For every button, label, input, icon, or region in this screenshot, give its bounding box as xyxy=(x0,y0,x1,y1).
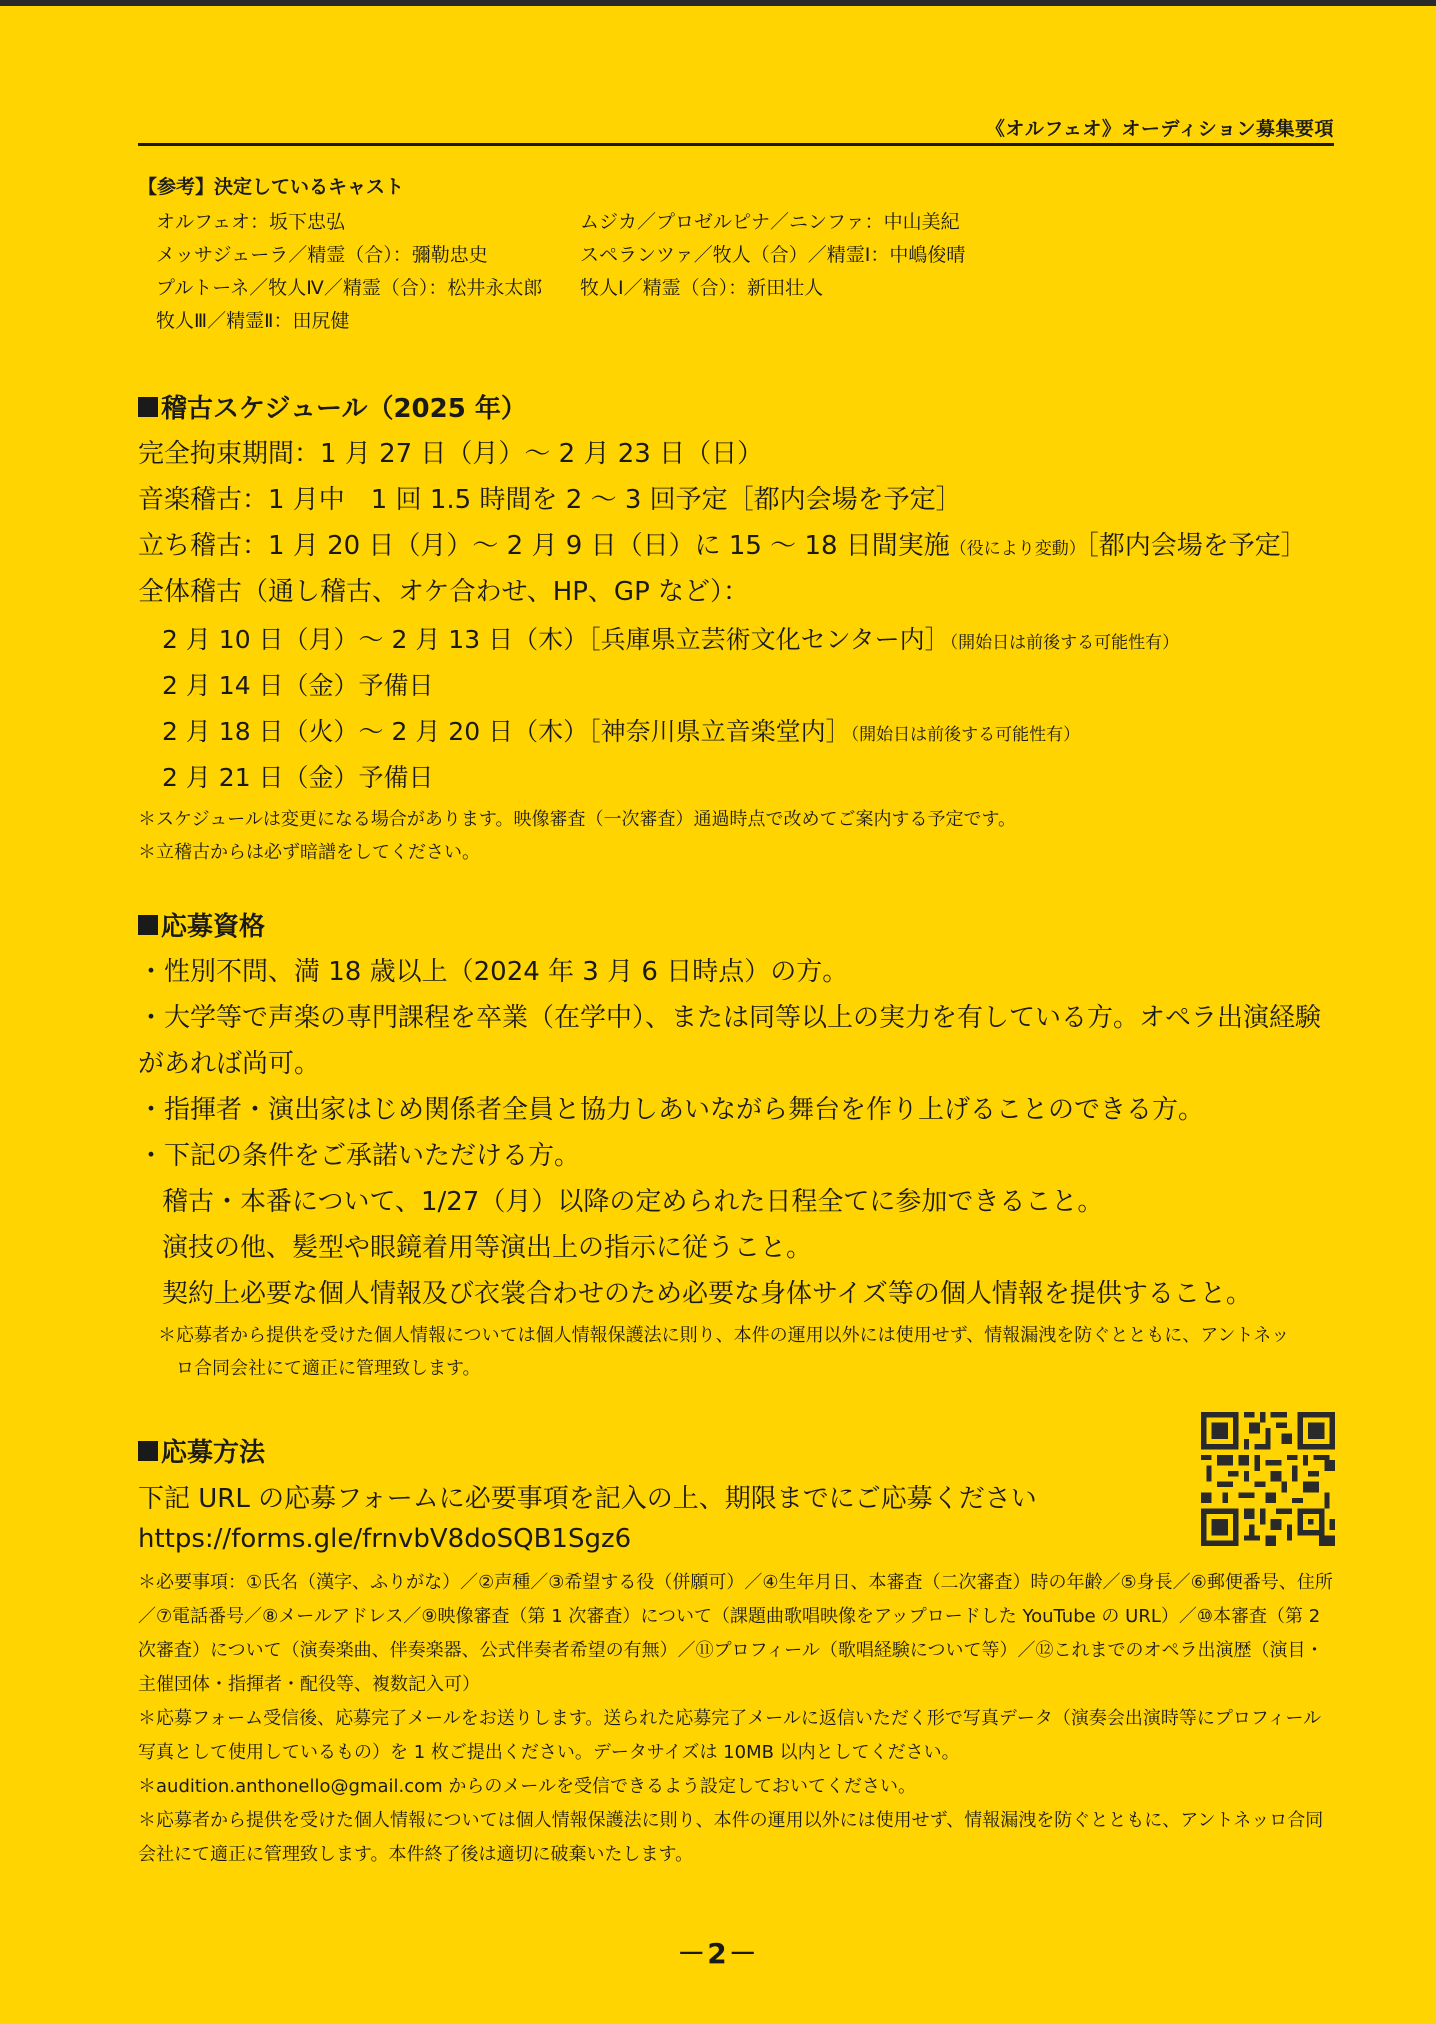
schedule-overall: 全体稽古（通し稽古、オケ合わせ、HP、GP など）： xyxy=(138,577,750,607)
eligibility-condition-2: 演技の他、髪型や眼鏡着用等演出上の指示に従うこと。 xyxy=(162,1233,813,1263)
square-bullet-icon xyxy=(138,1441,158,1461)
eligibility-privacy-note-cont: ロ合同会社にて適正に管理致します。 xyxy=(176,1358,481,1379)
schedule-staging-note: （役により変動） xyxy=(949,539,1086,559)
method-heading xyxy=(138,1432,265,1469)
method-note: ＊応募フォーム受信後、応募完了メールをお送りします。送られた応募完了メールに返信いただく形で写真データ（演奏会出演時等にプロフィール写真として使用しているもの）を 1 枚ご提出ください。データサイズは 10MB 以内としてください。 xyxy=(138,1708,1322,1763)
document-header-title: 《オルフェオ》オーディション募集要項 xyxy=(985,118,1334,140)
method-heading-text: 応募方法 xyxy=(161,1438,266,1468)
schedule-note-2: ＊立稽古からは必ず暗譜をしてください。 xyxy=(138,842,480,863)
square-bullet-icon xyxy=(138,915,158,935)
eligibility-heading xyxy=(138,906,265,943)
cast-item: スペランツァ／牧人（合）／精霊Ⅰ：中嶋俊晴 xyxy=(580,244,966,266)
method-note: ＊必要事項：①氏名（漢字、ふりがな）／②声種／③希望する役（併願可）／④生年月日、本審査（二次審査）時の年齢／⑤身長／⑥郵便番号、住所／⑦電話番号／⑧メールアドレス／⑨映像審査（第 1 次審査）について（課題曲歌唱映像をアップロードした YouTube の URL）／⑩本審査（第 2 次審査）について（演奏楽曲、伴奏楽器、公式伴奏者希望の有無）／⑪プロフィール（歌唱経験について等）／⑫これまでのオペラ出演歴（演目・主催団体・指揮者・配役等、複数記入可） xyxy=(138,1572,1333,1695)
schedule-date-1-note: （開始日は前後する可能性有） xyxy=(949,633,1180,653)
schedule-date-3-note: （開始日は前後する可能性有） xyxy=(850,725,1081,745)
cast-heading: 【参考】決定しているキャスト xyxy=(138,176,405,198)
cast-item: プルトーネ／牧人Ⅳ／精霊（合）：松井永太郎 xyxy=(156,277,543,299)
qr-code-icon[interactable] xyxy=(1201,1412,1335,1546)
schedule-full-period: 完全拘束期間：1 月 27 日（月）～ 2 月 23 日（日） xyxy=(138,439,764,469)
cast-item: ムジカ／プロゼルピナ／ニンファ：中山美紀 xyxy=(580,211,960,233)
schedule-note-1: ＊スケジュールは変更になる場合があります。映像審査（一次審査）通過時点で改めてご案内する予定です。 xyxy=(138,809,1017,830)
eligibility-bullet-4: ・下記の条件をご承諾いただける方。 xyxy=(138,1141,581,1171)
page-number: －2－ xyxy=(677,1937,759,1970)
schedule-staging-main: 立ち稽古：1 月 20 日（月）～ 2 月 9 日（日）に 15 ～ 18 日間実施 xyxy=(138,531,950,561)
schedule-heading xyxy=(138,388,527,425)
eligibility-bullet-2: ・大学等で声楽の専門課程を卒業（在学中）、または同等以上の実力を有している方。オペラ出演経験 xyxy=(138,1003,1322,1033)
schedule-date-3 xyxy=(162,712,1080,748)
cast-item: メッサジェーラ／精霊（合）：彌勒忠史 xyxy=(156,244,488,266)
cast-item: 牧人Ⅰ／精霊（合）：新田壮人 xyxy=(580,277,824,299)
schedule-music: 音楽稽古：1 月中 1 回 1.5 時間を 2 ～ 3 回予定［都内会場を予定］ xyxy=(138,485,962,515)
eligibility-bullet-2-cont: があれば尚可。 xyxy=(138,1049,321,1079)
header-rule xyxy=(138,143,1334,146)
schedule-date-3-main: 2 月 18 日（火）～ 2 月 20 日（木）［神奈川県立音楽堂内］ xyxy=(162,717,851,746)
eligibility-bullet-1: ・性別不問、満 18 歳以上（2024 年 3 月 6 日時点）の方。 xyxy=(138,957,849,987)
schedule-date-4: 2 月 21 日（金）予備日 xyxy=(162,763,434,792)
eligibility-bullet-3: ・指揮者・演出家はじめ関係者全員と協力しあいながら舞台を作り上げることのできる方。 xyxy=(138,1095,1205,1125)
method-notes xyxy=(138,1566,1338,1872)
method-intro: 下記 URL の応募フォームに必要事項を記入の上、期限までにご応募ください xyxy=(138,1484,1037,1514)
cast-item: 牧人Ⅲ／精霊Ⅱ：田尻健 xyxy=(156,310,350,332)
schedule-staging xyxy=(138,525,1307,562)
eligibility-heading-text: 応募資格 xyxy=(161,912,266,942)
schedule-date-1-main: 2 月 10 日（月）～ 2 月 13 日（木）［兵庫県立芸術文化センター内］ xyxy=(162,625,950,654)
cast-item: オルフェオ：坂下忠弘 xyxy=(156,211,346,233)
cast-list-left xyxy=(156,206,542,338)
method-note: ＊応募者から提供を受けた個人情報については個人情報保護法に則り、本件の運用以外には使用せず、情報漏洩を防ぐとともに、アントネッロ合同会社にて適正に管理致します。本件終了後は適切に破棄いたします。 xyxy=(138,1810,1324,1865)
square-bullet-icon xyxy=(138,397,158,417)
schedule-heading-text: 稽古スケジュール（2025 年） xyxy=(161,394,527,424)
application-form-url[interactable]: https://forms.gle/frnvbV8doSQB1Sgz6 xyxy=(138,1524,632,1554)
eligibility-condition-3: 契約上必要な個人情報及び衣裳合わせのため必要な身体サイズ等の個人情報を提供すること。 xyxy=(162,1279,1252,1309)
eligibility-condition-1: 稽古・本番について、1/27（月）以降の定められた日程全てに参加できること。 xyxy=(162,1187,1104,1217)
method-note: ＊audition.anthonello@gmail.com からのメールを受信できるよう設定しておいてください。 xyxy=(138,1776,916,1797)
schedule-staging-venue: ［都内会場を予定］ xyxy=(1085,531,1307,561)
schedule-date-1 xyxy=(162,620,1179,656)
eligibility-privacy-note: ＊応募者から提供を受けた個人情報については個人情報保護法に則り、本件の運用以外には使用せず、情報漏洩を防ぐとともに、アントネッ xyxy=(158,1325,1290,1346)
cast-list-right xyxy=(580,206,965,305)
schedule-date-2: 2 月 14 日（金）予備日 xyxy=(162,671,434,700)
